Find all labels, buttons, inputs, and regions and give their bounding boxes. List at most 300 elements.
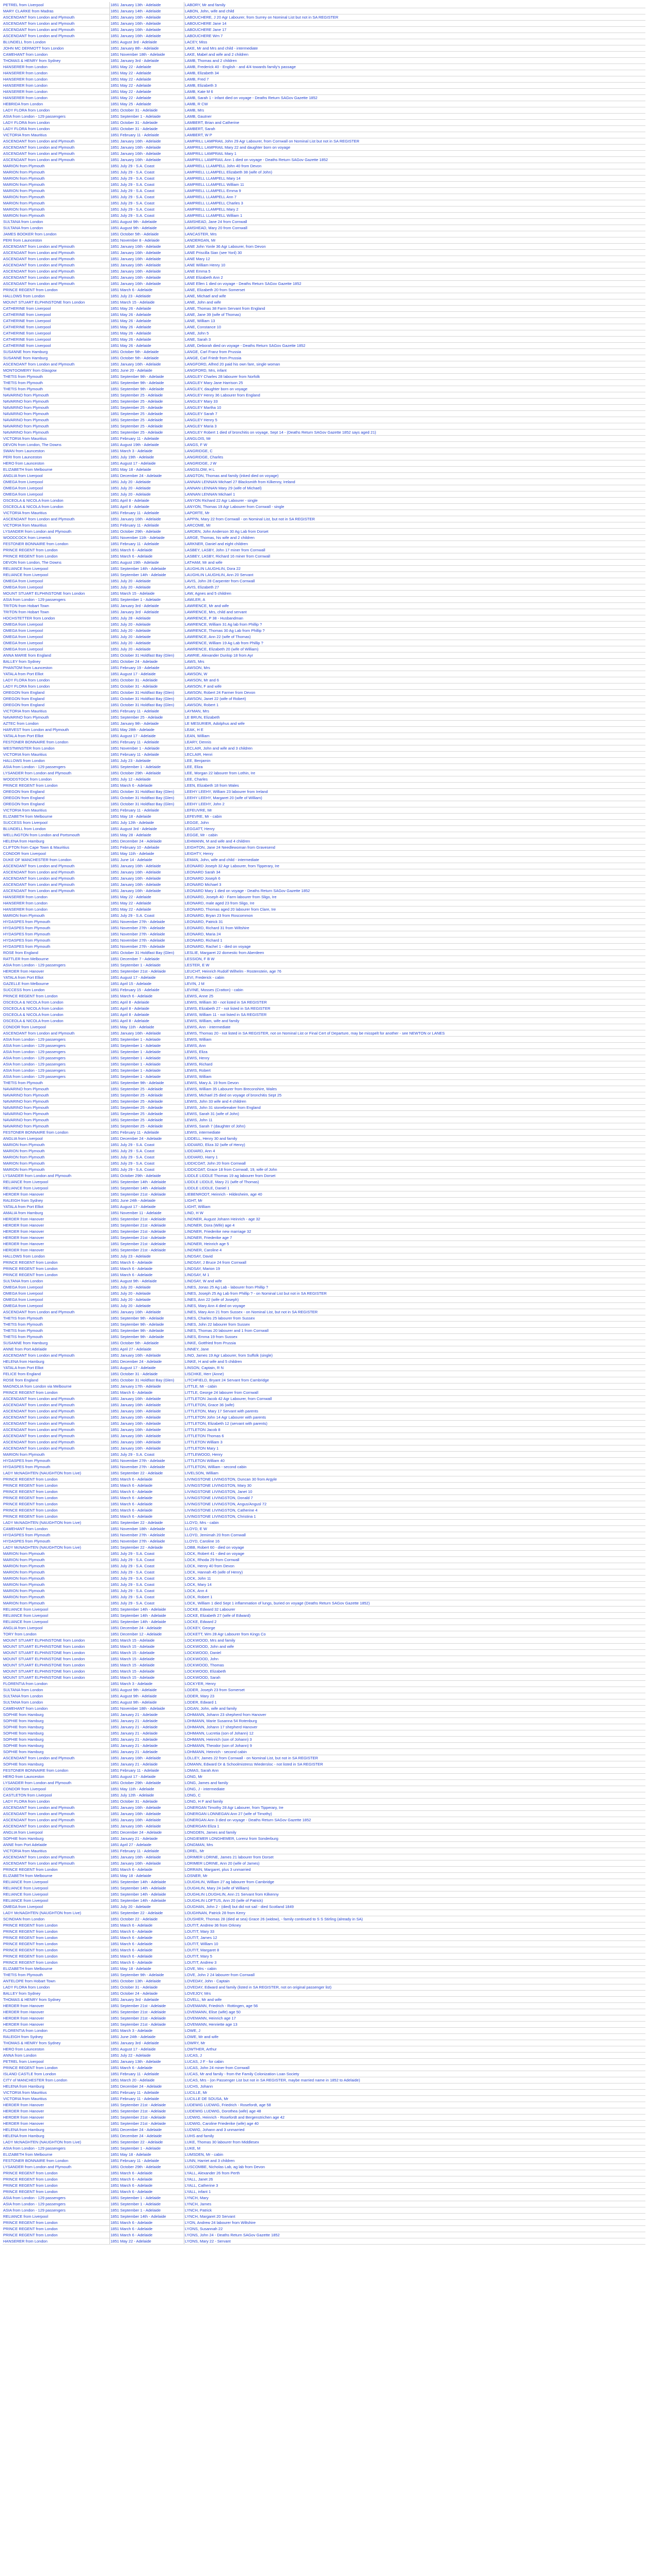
table-row [3,1836,645,1842]
ship-cell: MOUNT STUART ELPHINSTONE from London [3,591,110,596]
passenger-name-cell: LOCKWOOD, Elizabeth [185,1669,226,1674]
arrival-cell: 1851 May 26 - Adelaide [110,330,184,336]
table-row [3,1322,645,1328]
table-row [3,206,645,213]
passenger-name-cell: LAMB, Mrs [185,108,204,113]
arrival-cell: 1851 January 16th - Adelaide [110,1439,184,1445]
passenger-name-cell: LAMB, Frederick 40 - English - and 4/4 towards family's passage [185,65,296,69]
arrival-cell: 1851 October 31 - Adelaide [110,1371,184,1377]
arrival-cell: 1851 September 1 - Adelaide [110,114,184,119]
arrival-cell: 1851 January 16th - Adelaide [110,1309,184,1315]
passenger-name-cell: LAMPRELL LLAMPELL Elizabeth 38 (wife of John) [185,170,273,174]
passenger-name-cell: LEGGE, John [185,820,209,825]
ship-cell: OMEGA from Liverpool [3,646,110,652]
ship-cell: THETIS from Plymouth [3,1080,110,1086]
arrival-cell: 1851 October 31 - Adelaide [110,1984,184,1990]
passenger-name-cell: LEONARD Sarah 34 [185,870,220,874]
passenger-name-cell: LOCK, Hannah 45 (wife of Henry) [185,1570,243,1575]
passenger-name-cell: LINNEY, Jane [185,1347,209,1351]
table-row [3,58,645,64]
table-row [3,1365,645,1371]
passenger-name-cell: LANE, Jane 39 (wife of Thomas) [185,312,241,317]
table-row [3,126,645,132]
passenger-name-cell: LANE, Michael and wife [185,294,226,298]
ship-cell: HANSERER from London [3,89,110,94]
arrival-cell: 1851 November 27th - Adelaide [110,919,184,925]
table-row [3,1823,645,1830]
passenger-name-cell: LOCKYER, Henry [185,1681,216,1686]
ship-cell: PERI from Launceston [3,237,110,243]
arrival-cell: 1851 October 31 Holdfast Bay (Glen) [110,696,184,702]
table-row [3,448,645,454]
table-row [3,1947,645,1953]
table-row [3,1532,645,1538]
ship-cell: HELENA from Hamburg [3,2084,110,2089]
arrival-cell: 1851 August 19th - Adelaide [110,442,184,448]
arrival-cell: 1851 January 16th - Adelaide [110,21,184,26]
ship-cell: ASCENDANT from London and Plymouth [3,256,110,262]
ship-cell: PRINCE REGENT from London [3,2232,110,2238]
ship-cell: ASCENDANT from London and Plymouth [3,1805,110,1810]
passenger-name-cell: LAMPRELL LLAMPELL Ann 7 [185,195,236,199]
passenger-name-cell: LEWIS, John 11 [185,1118,213,1122]
ship-cell: MARION from Plymouth [3,1142,110,1148]
passenger-name-cell: LAWRENCE, William 19 Ag Lab from Phillip ? [185,641,263,645]
passenger-name-cell: LAWLER, A [185,597,206,602]
passenger-name-cell: LABOUCHERE Jane 17 [185,27,227,32]
ship-cell: CATHERINE from Liverpool [3,343,110,348]
passenger-name-cell: LITTLETON John 14 Agr Labourer with parents [185,1415,266,1420]
passenger-name-cell: LIVINGSTONE LIVINGSTON, Donald 7 [185,1496,253,1500]
table-row [3,1043,645,1049]
passenger-name-cell: LANGLEY Robert 1 died of bronchitis on voyage, Sept 14 - (Deaths Return SAGov Gazette 1852 says aged 21) [185,430,376,435]
table-row [3,157,645,163]
passenger-name-cell: LINDSAY, J Bruce 24 from Cornwall [185,1260,246,1265]
arrival-cell: 1851 May 22 - Adelaide [110,64,184,70]
passenger-name-cell: LINDNER, August Johann Heinrich - age 32 [185,1217,260,1221]
arrival-cell: 1851 April 8 - Adelaide [110,999,184,1005]
arrival-cell: 1851 March 6 - Adelaide [110,2232,184,2238]
ship-cell: NAVARINO from Plymouth [3,405,110,410]
ship-cell: CATHERINE from Liverpool [3,306,110,311]
arrival-cell: 1851 October 31 Holdfast Bay (Glen) [110,950,184,956]
table-row [3,1607,645,1613]
ship-cell: HALLOWS from London [3,758,110,764]
ship-cell: THOMAS & HENRY from Sydney [3,58,110,63]
ship-cell: ROSE from England [3,1377,110,1383]
table-row [3,2096,645,2102]
ship-cell: OMEGA from Liverpool [3,584,110,590]
ship-cell: VICTORIA from Mauritius [3,1848,110,1854]
table-row [3,535,645,541]
table-row [3,702,645,708]
ship-cell: PRINCE REGENT from London [3,1390,110,1395]
arrival-cell: 1851 October 31 Holdfast Bay (Glen) [110,1377,184,1383]
passenger-name-cell: LINES, Ann 22 (wife of Joseph) [185,1297,239,1302]
arrival-cell: 1851 May 28 - Adelaide [110,832,184,838]
ship-cell: HOCHSTETTER from London [3,615,110,621]
ship-cell: HANSERER from London [3,900,110,906]
ship-cell: ASCENDANT from London and Plymouth [3,275,110,280]
arrival-cell: 1851 September 14th - Adelaide [110,1185,184,1191]
arrival-cell: 1851 March 6 - Adelaide [110,1867,184,1872]
passenger-name-cell: LAWRIE, Alexander Dunlop 18 from Ayr [185,653,254,658]
table-row [3,1099,645,1105]
arrival-cell: 1851 August 17 - Adelaide [110,2046,184,2052]
passenger-name-cell: LEWIS, Michael 25 died on voyage of bronchitis Sept 25 [185,1093,282,1098]
ship-cell: HERDER from Hanover [3,1247,110,1253]
table-row [3,863,645,869]
table-row [3,919,645,925]
arrival-cell: 1851 July 20 - Adelaide [110,1303,184,1309]
ship-cell: CONDOR from Liverpool [3,851,110,856]
passenger-name-cell: LUDWIG, Caroline Friederike (wife) age 40 [185,2121,259,2126]
ship-cell: RALEIGH from Sydney [3,1198,110,1203]
passenger-name-cell: LIEBENRODT, Heinrich - Hildesheim, age 40 [185,1192,262,1197]
passenger-name-cell: LAMB, Kate M 6 [185,89,213,94]
table-row [3,1136,645,1142]
table-row [3,312,645,318]
table-row [3,64,645,70]
passenger-name-cell: LANCASTER, Mrs [185,232,217,236]
arrival-cell: 1851 September 25 - Adelaide [110,411,184,417]
ship-cell: ANNE from Port Adelaide [3,1346,110,1352]
ship-cell: PRINCE REGENT from London [3,1929,110,1934]
table-row [3,615,645,622]
table-row [3,436,645,442]
ship-cell: YATALA from Port Elliot [3,733,110,739]
table-row [3,962,645,968]
table-row [3,2170,645,2176]
passenger-name-cell: LOUTIT, James 12 [185,1935,217,1940]
table-row [3,560,645,566]
ship-cell: VICTORIA from Mauritius [3,522,110,528]
table-row [3,83,645,89]
arrival-cell: 1851 May 18 - Adelaide [110,2152,184,2157]
table-row [3,603,645,609]
arrival-cell: 1851 July 20 - Adelaide [110,491,184,497]
arrival-cell: 1851 January 16th - Adelaide [110,1433,184,1439]
table-row [3,572,645,578]
table-row [3,696,645,702]
ship-cell: ANNE from Port Adelaide [3,1842,110,1848]
arrival-cell: 1851 July 29 - S.A. Coast [110,1569,184,1575]
passenger-name-cell: LEONARD, Patrick 31 [185,919,223,924]
passenger-name-cell: LONG, H F and family [185,1799,223,1804]
passenger-name-cell: LOHMANN, Johann 23 shepherd from Hanover [185,1712,266,1717]
ship-cell: ANTELOPE from Hobart Town [3,1978,110,1984]
ship-cell: HANSERER from London [3,64,110,70]
table-row [3,1037,645,1043]
passenger-name-cell: LABOUCHERE Jane 14 [185,21,227,26]
table-row [3,219,645,225]
table-row [3,1421,645,1427]
ship-cell: HEBRIDA from London [3,101,110,107]
table-row [3,460,645,467]
ship-cell: MARION from Plymouth [3,1576,110,1581]
passenger-name-cell: LIGHT, William [185,1204,211,1209]
table-row [3,485,645,491]
table-row [3,1210,645,1216]
arrival-cell: 1851 March 3 - Adelaide [110,448,184,454]
ship-cell: HERDER from Hanover [3,2003,110,2009]
passenger-name-cell: LEE, Benjamin [185,758,211,763]
arrival-cell: 1851 February 11 - Adelaide [110,739,184,745]
ship-cell: THETIS from Plymouth [3,1322,110,1327]
arrival-cell: 1851 October 31 Holdfast Bay (Glen) [110,801,184,807]
table-row [3,950,645,956]
arrival-cell: 1851 July 29 - S.A. Coast [110,1563,184,1569]
table-row [3,1346,645,1353]
arrival-cell: 1851 August 9th - Adelaide [110,1699,184,1705]
table-row [3,1551,645,1557]
passenger-name-cell: LEIGHTON, Jane 24 Needlewoman from Gravesend [185,845,275,850]
ship-cell: ASIA from London - 129 passengers [3,1068,110,1073]
ship-cell: HANSERER from London [3,76,110,82]
ship-cell: LADY FLORA from London [3,120,110,125]
table-row [3,789,645,795]
arrival-cell: 1851 January 16th - Adelaide [110,1030,184,1036]
ship-cell: FESTONER BONNAIRE from London [3,1768,110,1773]
ship-cell: ASIA from London - 129 passengers [3,764,110,770]
ship-cell: ISLAND CASTLE from London [3,2071,110,2077]
arrival-cell: 1851 July 20 - Adelaide [110,1904,184,1910]
arrival-cell: 1851 February 11 - Adelaide [110,1768,184,1773]
table-row [3,622,645,628]
table-row [3,714,645,721]
table-row [3,752,645,758]
ship-cell: MARION from Plymouth [3,1569,110,1575]
passenger-name-cell: LYNCH, Mary [185,2196,209,2200]
arrival-cell: 1851 June 20 - Adelaide [110,368,184,373]
arrival-cell: 1851 January 16th - Adelaide [110,1854,184,1860]
ship-cell: MAGNOLIA from London via Melbourne [3,1384,110,1389]
ship-cell: THETIS from Plymouth [3,1315,110,1321]
arrival-cell: 1851 May 26 - Adelaide [110,324,184,330]
arrival-cell: 1851 January 16th - Adelaide [110,516,184,522]
passenger-name-cell: LANNAN LENNAN Michael 27 Blacksmith from Kilkenny, Ireland [185,480,295,484]
passenger-name-cell: LUCAS, John 24 miner from Cornwall [185,2065,250,2070]
arrival-cell: 1851 April 8 - Adelaide [110,504,184,510]
table-row [3,597,645,603]
ship-cell: RELIANCE from Liverpool [3,1607,110,1612]
table-row [3,1520,645,1526]
table-row [3,1656,645,1662]
passenger-name-cell: LEONARD, Rachel 1 - died on voyage [185,944,251,949]
arrival-cell: 1851 July 29 - S.A. Coast [110,1582,184,1587]
arrival-cell: 1851 September 25 - Adelaide [110,399,184,404]
ship-cell: OMEGA from Liverpool [3,578,110,584]
table-row [3,1873,645,1879]
passenger-name-cell: LAWRENCE, Mrs, child and servant [185,610,247,614]
ship-cell: MARION from Plymouth [3,1582,110,1587]
table-row [3,498,645,504]
table-row [3,1712,645,1718]
table-row [3,1086,645,1092]
passenger-name-cell: LARDEN, John Anderson 30 Ag Lab from Dorset [185,529,268,534]
table-row [3,1396,645,1402]
table-row [3,1662,645,1668]
table-row [3,801,645,807]
passenger-name-cell: LAYMAN, Mrs [185,709,209,713]
table-row [3,1489,645,1495]
table-row [3,683,645,690]
ship-cell: PRINCE REGENT from London [3,1507,110,1513]
ship-cell: LADY FLORA from London [3,1799,110,1804]
table-row [3,2059,645,2065]
passenger-name-cell: LINES, John 22 labourer from Sussex [185,1322,250,1327]
table-row [3,1253,645,1260]
table-row [3,114,645,120]
ship-cell: ANNA from London [3,2053,110,2058]
arrival-cell: 1851 March 6 - Adelaide [110,1507,184,1513]
passenger-name-cell: LONG, Mr [185,1774,203,1779]
table-row [3,745,645,752]
arrival-cell: 1851 August 3rd - Adelaide [110,39,184,45]
ship-cell: ELIZABETH from Melbourne [3,1873,110,1879]
ship-cell: LYSANDER from London and Plymouth [3,1173,110,1179]
table-row [3,1241,645,1247]
arrival-cell: 1851 January 16th - Adelaide [110,33,184,39]
arrival-cell: 1851 May 22 - Adelaide [110,900,184,906]
table-row [3,838,645,845]
passenger-name-cell: LEFEUVRE, Mr [185,808,212,813]
passenger-name-cell: LINES, Mary Ann 4 died on voyage [185,1303,245,1308]
ship-cell: ASCENDANT from London and Plymouth [3,1427,110,1433]
arrival-cell: 1851 September 1 - Adelaide [110,1061,184,1067]
ship-cell: ASCENDANT from London and Plymouth [3,262,110,268]
passenger-name-cell: LONG, C [185,1793,201,1798]
ship-cell: FESTONER BONNAIRE from London [3,541,110,547]
arrival-cell: 1851 September 1 - Adelaide [110,1043,184,1048]
arrival-cell: 1851 May 22 - Adelaide [110,89,184,94]
ship-cell: ASCENDANT from London and Plymouth [3,1402,110,1408]
table-row [3,1898,645,1904]
ship-cell: SULTANA from London [3,1693,110,1699]
arrival-cell: 1851 July 29 - S.A. Coast [110,213,184,218]
arrival-cell: 1851 July 20 - Adelaide [110,485,184,491]
arrival-cell: 1851 January 13th - Adelaide [110,2,184,8]
table-row [3,1953,645,1960]
ship-cell: ELIZABETH from Melbourne [3,2152,110,2157]
table-row [3,27,645,33]
ship-cell: ANGLIA from Liverpool [3,1830,110,1835]
passenger-name-cell: LUNN, Harriet and 3 children [185,2158,235,2163]
arrival-cell: 1851 January 9th - Adelaide [110,721,184,726]
table-row [3,374,645,380]
arrival-cell: 1851 September 21st - Adelaide [110,2003,184,2009]
ship-cell: SULTANA from London [3,225,110,231]
passenger-name-cell: LOVE, John 2 24 labourer from Cornwall [185,1973,255,1977]
ship-cell: ASCENDANT from London and Plymouth [3,138,110,144]
arrival-cell: 1851 November 11 - Adelaide [110,1210,184,1216]
arrival-cell: 1851 May 18 - Adelaide [110,467,184,472]
passenger-name-cell: LEWIS, Ann - intermediate [185,1025,231,1029]
table-row [3,213,645,219]
arrival-cell: 1851 July 20 - Adelaide [110,584,184,590]
ship-cell: HERO from Launceston [3,1774,110,1779]
arrival-cell: 1851 September 25 - Adelaide [110,1099,184,1104]
table-row [3,1830,645,1836]
arrival-cell: 1851 April 8 - Adelaide [110,1012,184,1017]
ship-cell: HALLOWS from London [3,293,110,299]
passenger-name-cell: LOUTIT, Mary 5 [185,1954,212,1959]
arrival-cell: 1851 January 3rd - Adelaide [110,2040,184,2046]
arrival-cell: 1851 July 20 - Adelaide [110,1291,184,1296]
passenger-name-cell: LOCK, Henry 40 from Devon [185,1564,234,1568]
passenger-name-cell: LAUGHLIN LAUGHLIN, Ann 20 Servant [185,573,254,577]
passenger-name-cell: LAMPRELL LLAMPELL Mary 2 [185,207,239,212]
table-row [3,1730,645,1737]
passenger-name-cell: LESLIE, Margaret 22 domestic from Aberdeen [185,950,264,955]
table-row [3,293,645,299]
passenger-name-cell: LANE, William 13 [185,319,215,323]
arrival-cell: 1851 March 6 - Adelaide [110,1947,184,1953]
passenger-name-cell: LOLLEY, James 22 from Cornwall - on Nominal List, but not in SA REGISTER [185,1756,318,1760]
passenger-name-cell: LOMAS, Sarah Ann [185,1768,219,1773]
ship-cell: HYDASPES from Plymouth [3,1532,110,1538]
arrival-cell: 1851 September 9th - Adelaide [110,1328,184,1333]
arrival-cell: 1851 August 3rd - Adelaide [110,826,184,832]
passenger-name-cell: LIDDLE LIDDLE, Daniel 1 [185,1186,230,1190]
table-row [3,981,645,987]
table-row [3,510,645,516]
ship-cell: ROSE from England [3,950,110,956]
passenger-name-cell: LEGGATT, Henry [185,826,215,831]
passenger-name-cell: LEWIS, Elizabeth 27 - not listed in SA REGISTER [185,1006,271,1011]
passenger-name-cell: LIDDIARD, Harry 1 [185,1155,218,1159]
table-row [3,770,645,776]
table-row [3,727,645,733]
arrival-cell: 1851 August 17 - Adelaide [110,1365,184,1371]
arrival-cell: 1851 October 31 - Adelaide [110,1799,184,1804]
passenger-name-cell: LAMB, Thomas and 2 children [185,58,237,63]
arrival-cell: 1851 April 8 - Adelaide [110,1006,184,1011]
arrival-cell: 1851 October 24 - Adelaide [110,1991,184,1996]
passenger-name-cell: LOVE, Mrs - cabin [185,1966,217,1971]
ship-cell: BLUNDELL from London [3,826,110,832]
ship-cell: YATALA from Port Elliot [3,1204,110,1210]
passenger-name-cell: LANGLEY Mary 33 [185,399,218,404]
arrival-cell: 1851 March 6 - Adelaide [110,1495,184,1501]
ship-cell: ASCENDANT from London and Plymouth [3,863,110,869]
ship-cell: PETREL from Liverpool [3,2059,110,2064]
arrival-cell: 1851 February 11 - Adelaide [110,2071,184,2077]
passenger-name-cell: LANE John Yonle 36 Agr Labourer, from Devon [185,244,266,249]
passenger-name-cell: LAMB, Gautner [185,114,212,119]
arrival-cell: 1851 September 22 - Adelaide [110,1470,184,1476]
ship-cell: SOPHIE from Hamburg [3,1836,110,1841]
passenger-name-cell: LANGSLOW, H L [185,467,215,472]
ship-cell: SULTANA from London [3,1278,110,1284]
passenger-name-cell: LAMB, Elizabeth 34 [185,71,219,75]
table-row [3,956,645,962]
ship-cell: PRINCE REGENT from London [3,1947,110,1953]
ship-cell: ELIZABETH from Melbourne [3,814,110,819]
arrival-cell: 1851 March 6 - Adelaide [110,2170,184,2176]
arrival-cell: 1851 August 9th - Adelaide [110,1693,184,1699]
table-row [3,2158,645,2164]
table-row [3,368,645,374]
passenger-name-cell: LINDSAY, David [185,1254,213,1259]
table-row [3,2214,645,2220]
ship-cell: NAVARINO from Plymouth [3,411,110,417]
arrival-cell: 1851 July 20 - Adelaide [110,1284,184,1290]
passenger-name-cell: LACEY, Miss [185,40,208,44]
table-row [3,1229,645,1235]
ship-cell: PRINCE REGENT from London [3,2189,110,2195]
table-row [3,76,645,83]
